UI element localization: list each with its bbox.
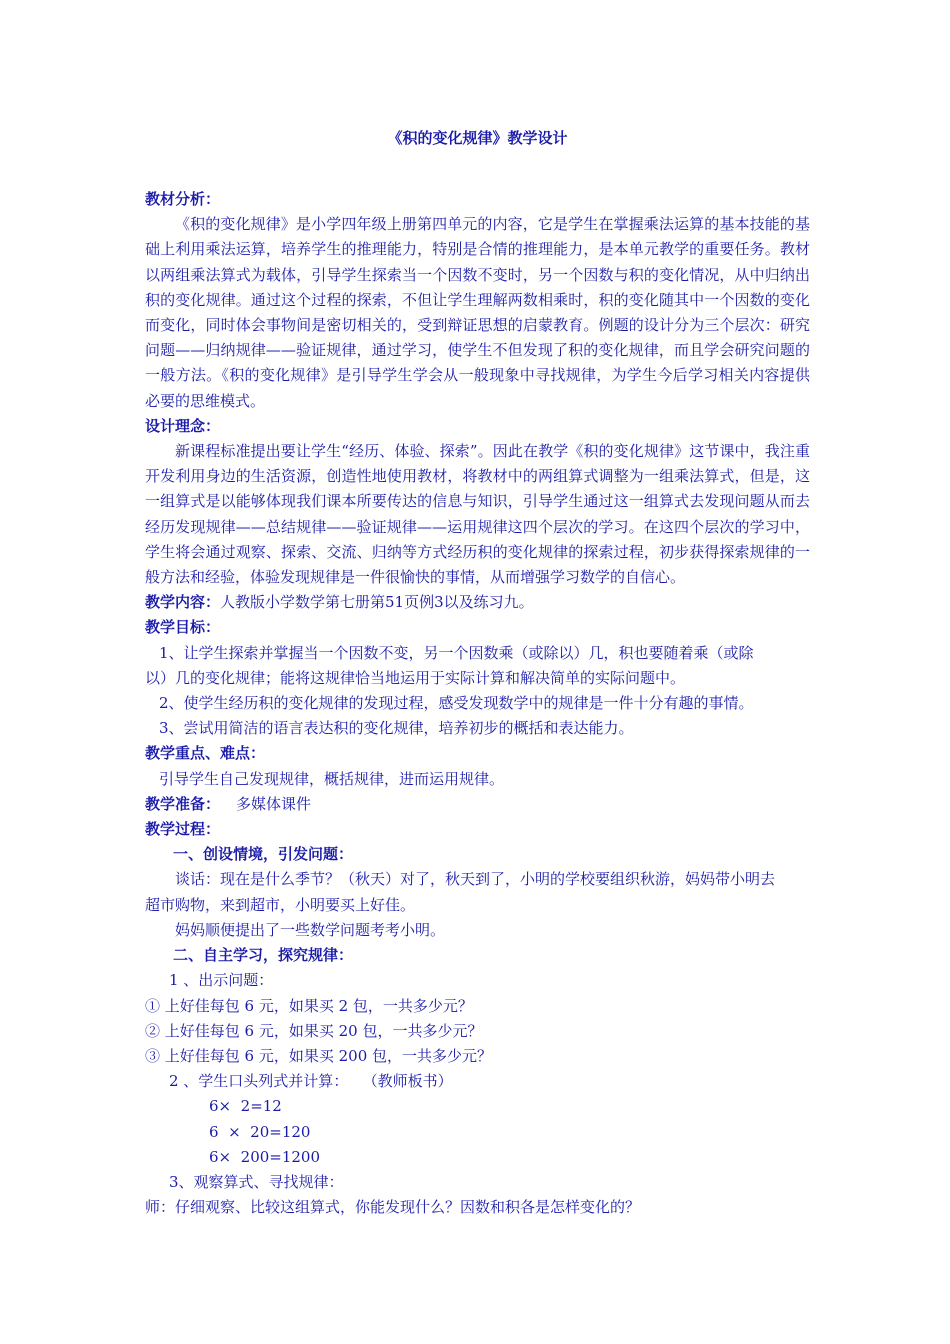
- concept-heading: 设计理念：: [145, 416, 221, 435]
- content-heading: 教学内容：: [145, 593, 221, 612]
- section2-step-3: 3、观察算式、寻找规律：: [169, 1172, 344, 1191]
- content-text: 人教版小学数学第七册第51页例3以及练习九。: [220, 593, 534, 612]
- content-line: [145, 590, 810, 615]
- formula-3: 6× 200=1200: [209, 1147, 321, 1166]
- goal-item-1-continued: 以）几的变化规律；能将这规律恰当地运用于实际计算和解决简单的实际问题中。: [145, 668, 686, 687]
- key-points-heading: 教学重点、难点：: [145, 744, 266, 763]
- prep-line: [145, 792, 810, 817]
- section1-line-1: 谈话：现在是什么季节？（秋天）对了，秋天到了，小明的学校要组织秋游，妈妈带小明去: [175, 870, 776, 889]
- section1-heading: 一、创设情境，引发问题：: [173, 845, 354, 864]
- section1-line-2: 超市购物，来到超市，小明要买上好佳。: [145, 895, 416, 914]
- concept-paragraph: 新课程标准提出要让学生“经历、体验、探索”。因此在教学《积的变化规律》这节课中，我注重开发利用身边的生活资源，创造性地使用教材，将教材中的两组算式调整为一组乘法算式，但是，这一组算式是以能够体现我们课本所要传达的信息与知识，引导学生通过这一组算式去发现问题从而去经历发现规律——总结规律——验证规律——运用规律这四个层次的学习。在这四个层次的学习中，学生将会通过观察、探索、交流、归纳等方式经历积的变化规律的探索过程，初步获得探索规律的一般方法和经验，体验发现规律是一件很愉快的事情，从而增强学习数学的自信心。: [145, 442, 810, 587]
- section2-heading: 二、自主学习，探究规律：: [173, 946, 354, 965]
- formula-1: 6× 2=12: [209, 1097, 282, 1116]
- section1-line-3: 妈妈顺便提出了一些数学问题考考小明。: [175, 920, 446, 939]
- analysis-paragraph: 《积的变化规律》是小学四年级上册第四单元的内容，它是学生在掌握乘法运算的基本技能的基础上利用乘法运算，培养学生的推理能力，特别是合情的推理能力，是本单元教学的重要任务。教材以两组乘法算式为载体，引导学生探索当一个因数不变时，另一个因数与积的变化情况，从中归纳出积的变化规律。通过这个过程的探索，不但让学生理解两数相乘时，积的变化随其中一个因数的变化而变化，同时体会事物间是密切相关的，受到辩证思想的启蒙教育。例题的设计分为三个层次：研究问题——归纳规律——验证规律，通过学习，使学生不但发现了积的变化规律，而且学会研究问题的一般方法。《积的变化规律》是引导学生学会从一般现象中寻找规律，为学生今后学习相关内容提供必要的思维模式。: [145, 215, 810, 410]
- section2-step-1: 1 、出示问题：: [169, 971, 274, 990]
- goal-item-2: 2、使学生经历积的变化规律的发现过程，感受发现数学中的规律是一件十分有趣的事情。: [159, 694, 754, 713]
- goal-item-1: 1、让学生探索并掌握当一个因数不变，另一个因数乘（或除以）几，积也要随着乘（或除: [159, 643, 754, 662]
- prep-heading: 教学准备：: [145, 794, 221, 813]
- prep-text: 多媒体课件: [236, 794, 312, 813]
- teacher-question: 师：仔细观察、比较这组算式，你能发现什么？因数和积各是怎样变化的？: [145, 1198, 641, 1217]
- document-page: [145, 120, 810, 1220]
- document-title: 《积的变化规律》教学设计: [387, 129, 568, 147]
- formula-2: 6 × 20=120: [209, 1122, 311, 1141]
- analysis-heading: 教材分析：: [145, 190, 221, 208]
- question-2: ② 上好佳每包 6 元，如果买 20 包，一共多少元？: [145, 1021, 483, 1040]
- goals-heading: 教学目标：: [145, 618, 221, 637]
- section2-step-2: 2 、学生口头列式并计算： （教师板书）: [169, 1072, 453, 1091]
- process-heading: 教学过程：: [145, 820, 221, 839]
- goal-item-3: 3、尝试用简洁的语言表达积的变化规律，培养初步的概括和表达能力。: [159, 719, 634, 738]
- key-points-text: 引导学生自己发现规律，概括规律，进而运用规律。: [159, 769, 505, 788]
- question-3: ③ 上好佳每包 6 元，如果买 200 包，一共多少元？: [145, 1046, 493, 1065]
- question-1: ① 上好佳每包 6 元，如果买 2 包，一共多少元？: [145, 996, 473, 1015]
